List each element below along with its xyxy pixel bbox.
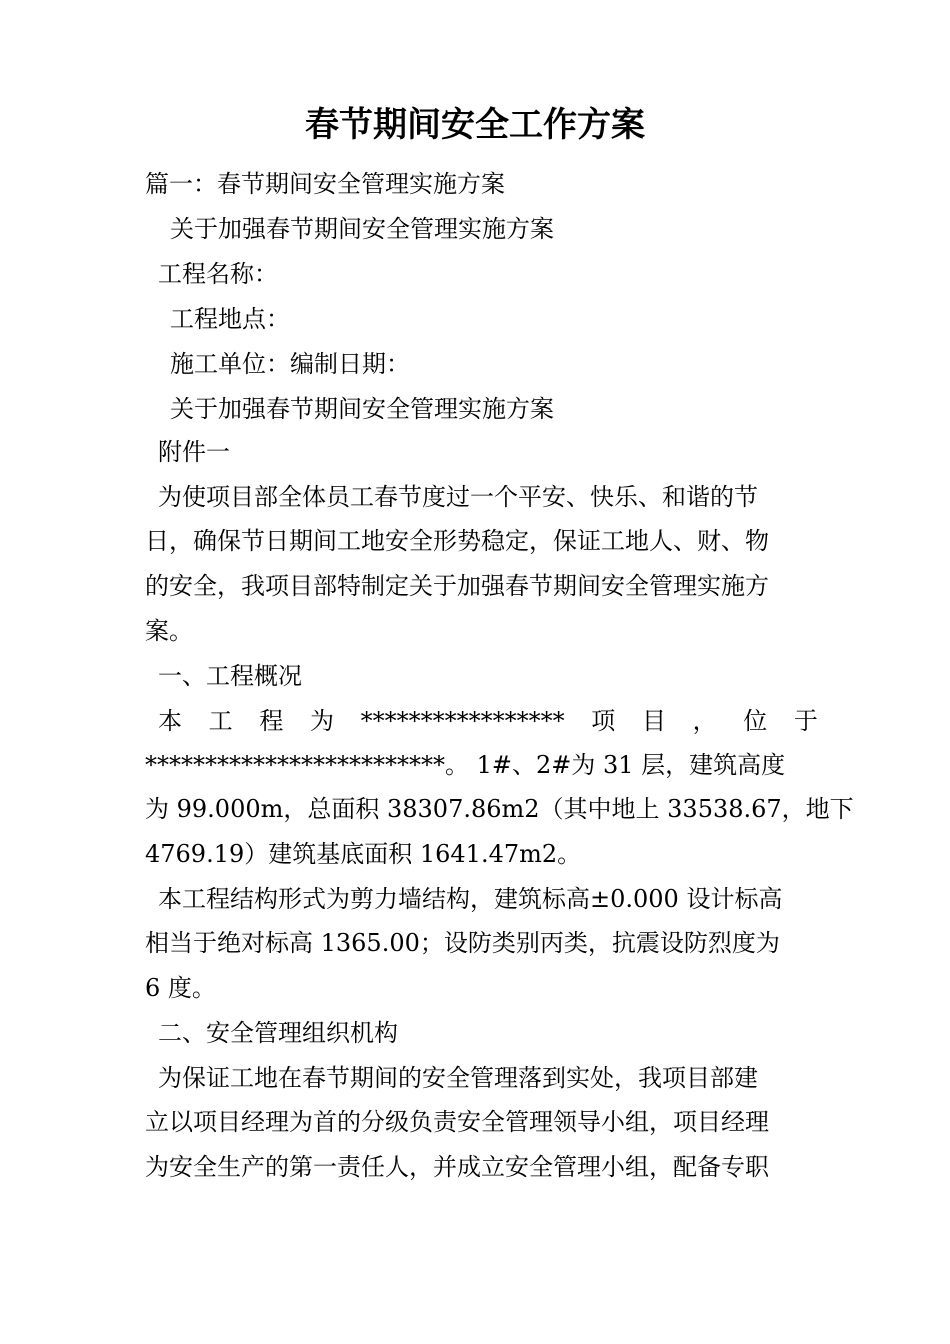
section-heading: 二、安全管理组织机构: [158, 1019, 398, 1047]
document-line: 施工单位：编制日期：: [170, 350, 410, 378]
document-line: 关于加强春节期间安全管理实施方案: [170, 215, 554, 243]
document-line: 关于加强春节期间安全管理实施方案: [170, 395, 554, 423]
document-paragraph-line: 为安全生产的第一责任人，并成立安全管理小组，配备专职: [145, 1153, 769, 1181]
document-paragraph-line: 4769.19）建筑基底面积 1641.47m2。: [145, 840, 582, 868]
justified-word: 工: [208, 707, 233, 735]
document-title: 春节期间安全工作方案: [305, 105, 645, 145]
document-paragraph-line: 立以项目经理为首的分级负责安全管理领导小组，项目经理: [145, 1108, 769, 1136]
document-paragraph-line: 6 度。: [145, 974, 216, 1002]
justified-word: 本: [158, 707, 182, 735]
justified-word: *****************: [360, 707, 565, 735]
document-paragraph-line: 为 99.000m，总面积 38307.86m2（其中地上 33538.67，地下: [145, 795, 854, 823]
document-paragraph-line: 为保证工地在春节期间的安全管理落到实处，我项目部建: [158, 1064, 758, 1092]
justified-word: 于: [793, 707, 818, 735]
justified-word: 项: [591, 707, 616, 735]
justified-word: ，: [692, 707, 717, 735]
document-line: 工程名称：: [158, 260, 278, 288]
justified-word: 程: [259, 707, 284, 735]
document-paragraph-line: 日，确保节日期间工地安全形势稳定，保证工地人、财、物: [145, 527, 769, 555]
document-line: 工程地点：: [170, 305, 290, 333]
justified-word: 为: [309, 707, 334, 735]
justified-line: [158, 699, 818, 743]
document-paragraph-line: 本工程结构形式为剪力墙结构，建筑标高±0.000 设计标高: [158, 885, 783, 913]
document-line: 篇一：春节期间安全管理实施方案: [145, 170, 505, 198]
document-line: 附件一: [158, 438, 230, 466]
document-paragraph-line: 的安全，我项目部特制定关于加强春节期间安全管理实施方: [145, 572, 769, 600]
justified-word: 目: [641, 707, 666, 735]
document-paragraph-line: 案。: [145, 617, 193, 645]
document-paragraph-line: 为使项目部全体员工春节度过一个平安、快乐、和谐的节: [158, 483, 758, 511]
document-paragraph-line: 相当于绝对标高 1365.00；设防类别丙类，抗震设防烈度为: [145, 929, 780, 957]
document-paragraph-line: *************************。 1#、2#为 31 层，建筑高度: [145, 751, 786, 779]
justified-word: 位: [743, 707, 768, 735]
section-heading: 一、工程概况: [158, 662, 302, 690]
